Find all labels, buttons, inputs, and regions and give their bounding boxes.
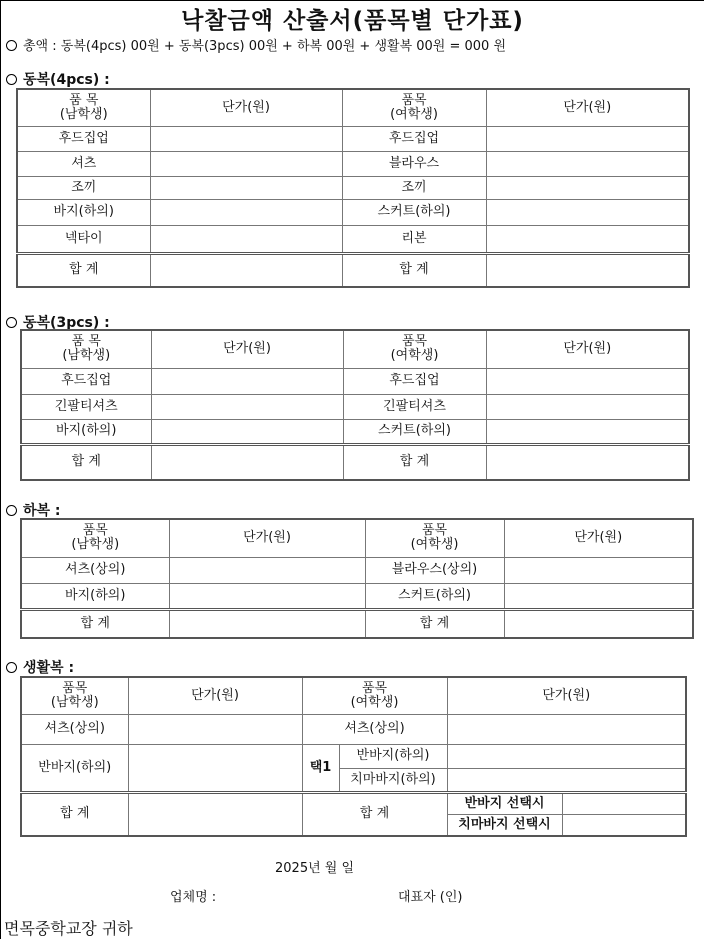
male-item: 후드집업	[17, 126, 150, 151]
header-item-male	[21, 330, 151, 368]
female-item: 리본	[342, 225, 486, 253]
total-cell[interactable]	[563, 794, 686, 814]
table-row	[21, 714, 686, 744]
total-label: 합 계	[302, 792, 447, 836]
header-female-label: (여학생)	[350, 694, 399, 710]
table-row	[21, 368, 689, 394]
male-item: 조끼	[17, 176, 150, 199]
date-line: 2025년 월 일	[275, 861, 355, 876]
table-row	[17, 176, 689, 199]
total-row	[17, 253, 689, 287]
header-item-female	[365, 519, 504, 557]
header-female-label: (여학생)	[390, 106, 438, 122]
total-label: 합 계	[21, 792, 128, 836]
total-label: 합 계	[343, 444, 486, 480]
price-cell[interactable]	[128, 714, 302, 744]
table-header-row	[21, 677, 686, 714]
price-cell[interactable]	[128, 744, 302, 792]
section-heading-text: 동복(3pcs) :	[23, 315, 110, 331]
price-cell[interactable]	[150, 199, 342, 225]
section-heading-text: 생활복 :	[23, 660, 75, 676]
price-cell[interactable]	[504, 557, 693, 583]
shorts-selected-label: 반바지 선택시	[448, 794, 563, 814]
total-cell[interactable]	[486, 444, 689, 480]
female-item: 블라우스	[342, 151, 486, 176]
header-price: 단가(원)	[447, 677, 686, 714]
header-item-label: 품목	[361, 680, 388, 696]
header-item-label: 품목	[401, 334, 428, 350]
price-cell[interactable]	[151, 368, 343, 394]
female-item: 후드집업	[343, 368, 486, 394]
total-label: 합 계	[21, 609, 169, 638]
price-cell[interactable]	[504, 583, 693, 609]
circle-bullet-icon	[6, 317, 17, 328]
header-item-label: 품목	[401, 92, 427, 108]
total-summary-text: 총액 : 동복(4pcs) 00원 + 동복(3pcs) 00원 + 하복 00원 + 생활복 00원 = 000 원	[23, 39, 507, 54]
header-price: 단가(원)	[169, 519, 365, 557]
table-row	[21, 394, 689, 419]
price-cell[interactable]	[169, 557, 365, 583]
header-item-male	[21, 677, 128, 714]
table-header-row	[21, 519, 693, 557]
table-header-row	[17, 89, 689, 126]
option-total-cell	[447, 792, 686, 814]
choose-one-label: 택1	[302, 744, 339, 792]
male-item: 긴팔티셔츠	[21, 394, 151, 419]
header-female-label: (여학생)	[410, 537, 459, 553]
culottes-selected-label: 치마바지 선택시	[448, 815, 563, 835]
option-total-split	[448, 794, 686, 814]
price-cell[interactable]	[169, 583, 365, 609]
price-cell[interactable]	[150, 151, 342, 176]
circle-bullet-icon	[6, 40, 17, 51]
price-cell[interactable]	[447, 744, 686, 768]
header-price: 단가(원)	[504, 519, 693, 557]
price-cell[interactable]	[486, 151, 689, 176]
header-female-label: (여학생)	[390, 348, 439, 364]
price-cell[interactable]	[447, 768, 686, 792]
header-item-label: 품 목	[69, 92, 99, 108]
total-label: 합 계	[21, 444, 151, 480]
price-table-summer	[20, 518, 694, 639]
price-cell[interactable]	[486, 394, 689, 419]
table-row	[21, 583, 693, 609]
header-price: 단가(원)	[486, 89, 689, 126]
header-item-female	[343, 330, 486, 368]
circle-bullet-icon	[6, 505, 17, 516]
total-label: 합 계	[365, 609, 504, 638]
total-row	[21, 792, 686, 814]
total-cell[interactable]	[128, 792, 302, 836]
table-row	[17, 151, 689, 176]
section-heading-summer	[6, 500, 61, 520]
price-cell[interactable]	[486, 126, 689, 151]
header-item-male	[21, 519, 169, 557]
option-total-cell	[447, 814, 686, 836]
total-cell[interactable]	[504, 609, 693, 638]
price-cell[interactable]	[150, 225, 342, 253]
section-heading-text: 동복(4pcs) :	[23, 72, 110, 88]
section-heading-casual	[6, 657, 74, 677]
header-price: 단가(원)	[128, 677, 302, 714]
female-item: 후드집업	[342, 126, 486, 151]
header-item-female	[342, 89, 486, 126]
female-item: 셔츠(상의)	[302, 714, 447, 744]
company-name-field[interactable]: 업체명 :	[170, 890, 217, 905]
female-item: 블라우스(상의)	[365, 557, 504, 583]
price-cell[interactable]	[486, 419, 689, 444]
total-summary	[6, 35, 506, 54]
table-row	[17, 225, 689, 253]
female-item: 스커트(하의)	[343, 419, 486, 444]
header-item-female	[302, 677, 447, 714]
header-price: 단가(원)	[150, 89, 342, 126]
male-item: 바지(하의)	[17, 199, 150, 225]
male-item: 셔츠(상의)	[21, 557, 169, 583]
circle-bullet-icon	[6, 662, 17, 673]
section-heading-winter-4pcs	[6, 69, 110, 89]
price-cell[interactable]	[486, 199, 689, 225]
header-male-label: (남학생)	[62, 348, 111, 364]
header-price: 단가(원)	[151, 330, 343, 368]
total-row	[21, 444, 689, 480]
male-item: 셔츠	[17, 151, 150, 176]
male-item: 반바지(하의)	[21, 744, 128, 792]
price-cell[interactable]	[486, 225, 689, 253]
header-item-label: 품목	[62, 680, 88, 696]
female-choice-item: 치마바지(하의)	[339, 768, 447, 792]
price-cell[interactable]	[151, 419, 343, 444]
male-item: 후드집업	[21, 368, 151, 394]
addressee: 면목중학교장 귀하	[4, 919, 133, 938]
price-cell[interactable]	[447, 714, 686, 744]
price-cell[interactable]	[151, 394, 343, 419]
header-male-label: (남학생)	[59, 106, 108, 122]
total-label: 합 계	[17, 253, 150, 287]
header-item-male	[17, 89, 150, 126]
male-item: 바지(하의)	[21, 419, 151, 444]
table-header-row	[21, 330, 689, 368]
total-cell[interactable]	[486, 253, 689, 287]
price-table-casual	[20, 676, 687, 837]
female-choice-item: 반바지(하의)	[339, 744, 447, 768]
section-heading-text: 하복 :	[23, 503, 61, 519]
table-row	[17, 126, 689, 151]
male-item: 넥타이	[17, 225, 150, 253]
header-item-label: 품 목	[71, 334, 101, 350]
total-cell[interactable]	[150, 253, 342, 287]
representative-field[interactable]: 대표자 (인)	[398, 890, 463, 905]
price-table-winter-3pcs	[20, 329, 690, 481]
male-item: 셔츠(상의)	[21, 714, 128, 744]
female-item: 긴팔티셔츠	[343, 394, 486, 419]
price-cell[interactable]	[486, 176, 689, 199]
table-row	[21, 419, 689, 444]
male-item: 바지(하의)	[21, 583, 169, 609]
circle-bullet-icon	[6, 74, 17, 85]
header-item-label: 품목	[82, 523, 108, 539]
header-item-label: 품목	[421, 523, 448, 539]
price-cell[interactable]	[150, 126, 342, 151]
table-row	[21, 557, 693, 583]
female-item: 스커트(하의)	[365, 583, 504, 609]
female-item: 스커트(하의)	[342, 199, 486, 225]
table-row	[21, 744, 686, 768]
price-cell[interactable]	[486, 368, 689, 394]
option-total-split	[448, 815, 686, 835]
document-title: 낙찰금액 산출서(품목별 단가표)	[181, 8, 524, 34]
price-table-winter-4pcs	[16, 88, 690, 288]
female-item: 조끼	[342, 176, 486, 199]
price-cell[interactable]	[150, 176, 342, 199]
total-cell[interactable]	[151, 444, 343, 480]
header-male-label: (남학생)	[71, 537, 120, 553]
total-cell[interactable]	[169, 609, 365, 638]
total-row	[21, 609, 693, 638]
header-male-label: (남학생)	[50, 694, 99, 710]
total-cell[interactable]	[563, 815, 686, 835]
header-price: 단가(원)	[486, 330, 689, 368]
total-label: 합 계	[342, 253, 486, 287]
table-row	[17, 199, 689, 225]
